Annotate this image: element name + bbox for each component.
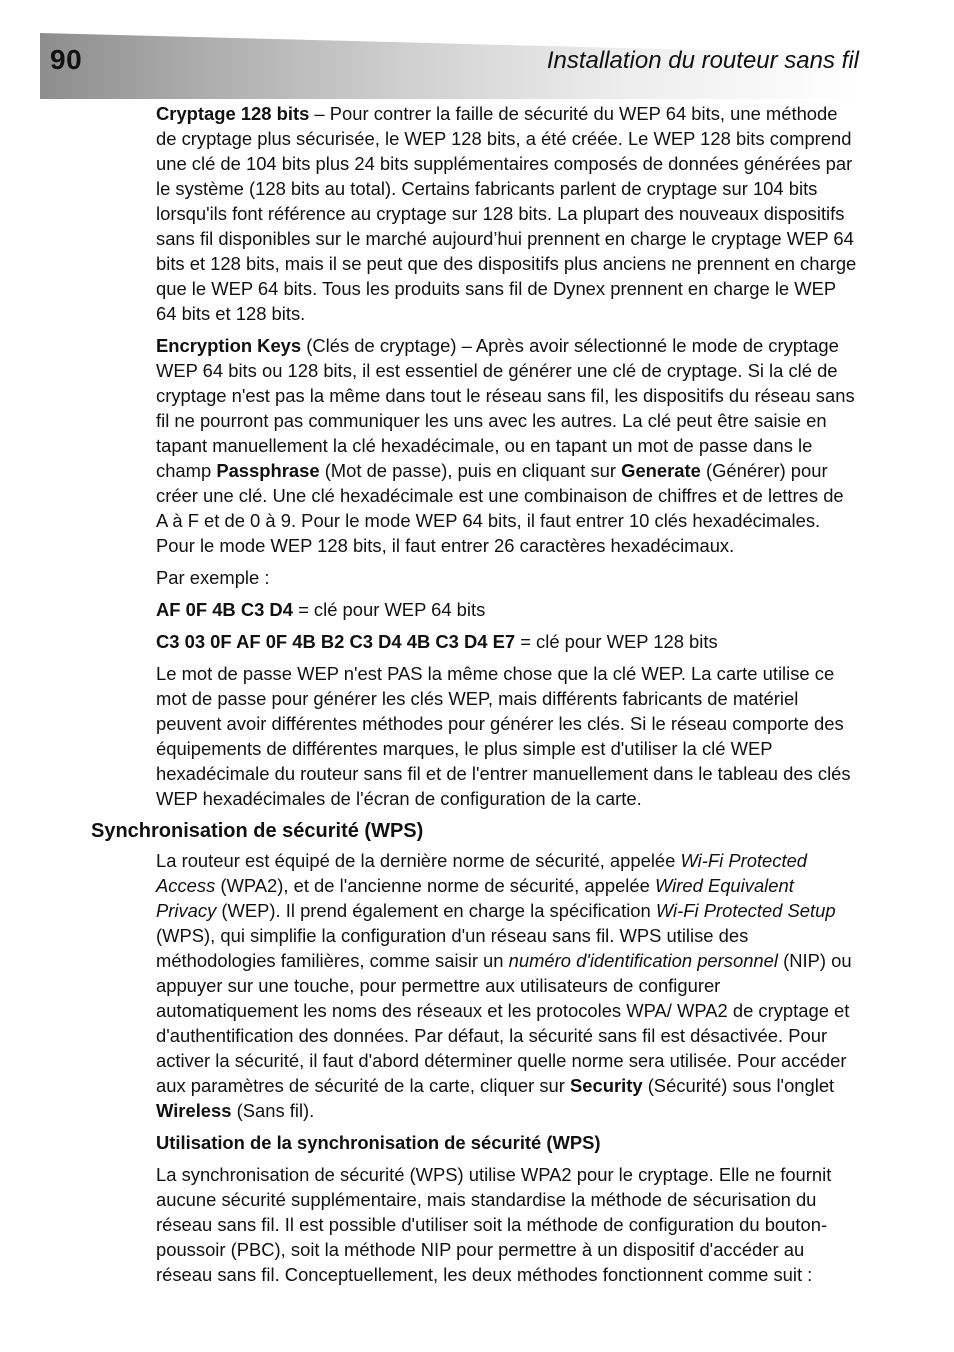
term-nip: numéro d'identification personnel [508, 950, 778, 971]
paragraph-text: (Sans fil). [231, 1100, 315, 1121]
paragraph-text: – Pour contrer la faille de sécurité du WEP 64 bits, une méthode de cryptage plus sécurisée, le WEP 128 bits, a été créée. Le WEP 128 bits comprend une clé de 104 bits plus 24 bits supplémentaires composés de données générées par le système (128 bits au total). Certains fabricants parlent de cryptage sur 104 bits lorsqu'ils font référence au cryptage sur 128 bits. La plupart des nouveaux dispositifs sans fil disponibles sur le marché aujourd’hui prennent en charge le cryptage WEP 64 bits et 128 bits, mais il se peut que des dispositifs plus anciens ne prennent en charge que le WEP 64 bits. Tous les produits sans fil de Dynex prennent en charge le WEP 64 bits et 128 bits. [156, 103, 857, 324]
subheading-wps-usage: Utilisation de la synchronisation de sécurité (WPS) [156, 1132, 601, 1153]
paragraph-text: (NIP) ou appuyer sur une touche, pour permettre aux utilisateurs de configurer automatiquement les noms des réseaux et les protocoles WPA/ WPA2 de cryptage et d'authentification des données. Par défaut, la sécurité sans fil est désactivée. Pour activer la sécurité, il faut d'abord déterminer quelle norme sera utilisée. Pour accéder aux paramètres de sécurité de la carte, cliquer sur [156, 950, 852, 1096]
page-content [91, 101, 858, 1294]
page-number: 90 [50, 44, 83, 75]
term-wireless: Wireless [156, 1100, 232, 1121]
example-text: = clé pour WEP 128 bits [515, 631, 718, 652]
paragraph-wep-passphrase: Le mot de passe WEP n'est PAS la même chose que la clé WEP. La carte utilise ce mot de passe pour générer les clés WEP, mais différents fabricants de matériel peuvent avoir différentes méthodes pour générer les clés. Si le réseau comporte des équipements de différentes marques, le plus simple est d'utiliser la clé WEP hexadécimale du routeur sans fil et de l'entrer manuellement dans le tableau des clés WEP hexadécimales de l'écran de configuration de la carte. [156, 663, 851, 809]
paragraph-text: (Mot de passe), puis en cliquant sur [319, 460, 622, 481]
example-key-64 [156, 597, 858, 622]
section-heading-wps: Synchronisation de sécurité (WPS) [91, 820, 424, 842]
example-text: = clé pour WEP 64 bits [292, 599, 486, 620]
hex-key-128: C3 03 0F AF 0F 4B B2 C3 D4 4B C3 D4 E7 [156, 631, 516, 652]
term-wps: Wi-Fi Protected Setup [655, 900, 836, 921]
term-generate: Generate [621, 460, 701, 481]
term-passphrase: Passphrase [216, 460, 320, 481]
paragraph-text: La routeur est équipé de la dernière norme de sécurité, appelée [156, 850, 681, 871]
paragraph-text: (Générer) pour créer une clé. Une clé hexadécimale est une combinaison de chiffres et de lettres de A à F et de 0 à 9. Pour le mode WEP 64 bits, il faut entrer 10 clés hexadécimales. Pour le mode WEP 128 bits, il faut entrer 26 caractères hexadécimaux. [156, 460, 844, 556]
example-intro: Par exemple : [156, 567, 270, 588]
term-wep: Wired Equivalent Privacy [156, 875, 794, 921]
paragraph-wps-intro [156, 848, 858, 1123]
term-cryptage-128: Cryptage 128 bits [156, 103, 310, 124]
term-security: Security [570, 1075, 643, 1096]
paragraph-text: (WPS), qui simplifie la configuration d'un réseau sans fil. WPS utilise des méthodologies familières, comme saisir un [156, 925, 749, 971]
paragraph-encryption-keys [156, 333, 858, 558]
paragraph-text: (Sécurité) sous l'onglet [642, 1075, 835, 1096]
paragraph-text: (Clés de cryptage) – Après avoir sélectionné le mode de cryptage WEP 64 bits ou 128 bits, il est essentiel de générer une clé de cryptage. Si la clé de cryptage n'est pas la même dans tout le réseau sans fil, les dispositifs du réseau sans fil ne pourront pas communiquer les uns avec les autres. La clé peut être saisie en tapant manuellement la clé hexadécimale, ou en tapant un mot de passe dans le champ [156, 335, 855, 481]
running-title: Installation du routeur sans fil [546, 47, 859, 74]
term-wpa: Wi-Fi Protected Access [156, 850, 808, 896]
paragraph-cryptage-128 [156, 101, 858, 326]
term-encryption-keys: Encryption Keys [156, 335, 302, 356]
paragraph-text: (WPA2), et de l'ancienne norme de sécurité, appelée [215, 875, 655, 896]
hex-key-64: AF 0F 4B C3 D4 [156, 599, 293, 620]
paragraph-text: (WEP). Il prend également en charge la spécification [216, 900, 656, 921]
paragraph-wps-usage: La synchronisation de sécurité (WPS) utilise WPA2 pour le cryptage. Elle ne fournit aucune sécurité supplémentaire, mais standardise la méthode de sécurisation du réseau sans fil. Il est possible d'utiliser soit la méthode de configuration du bouton-poussoir (PBC), soit la méthode NIP pour permettre à un dispositif d'accéder au réseau sans fil. Conceptuellement, les deux méthodes fonctionnent comme suit : [156, 1164, 832, 1285]
example-key-128 [156, 629, 858, 654]
